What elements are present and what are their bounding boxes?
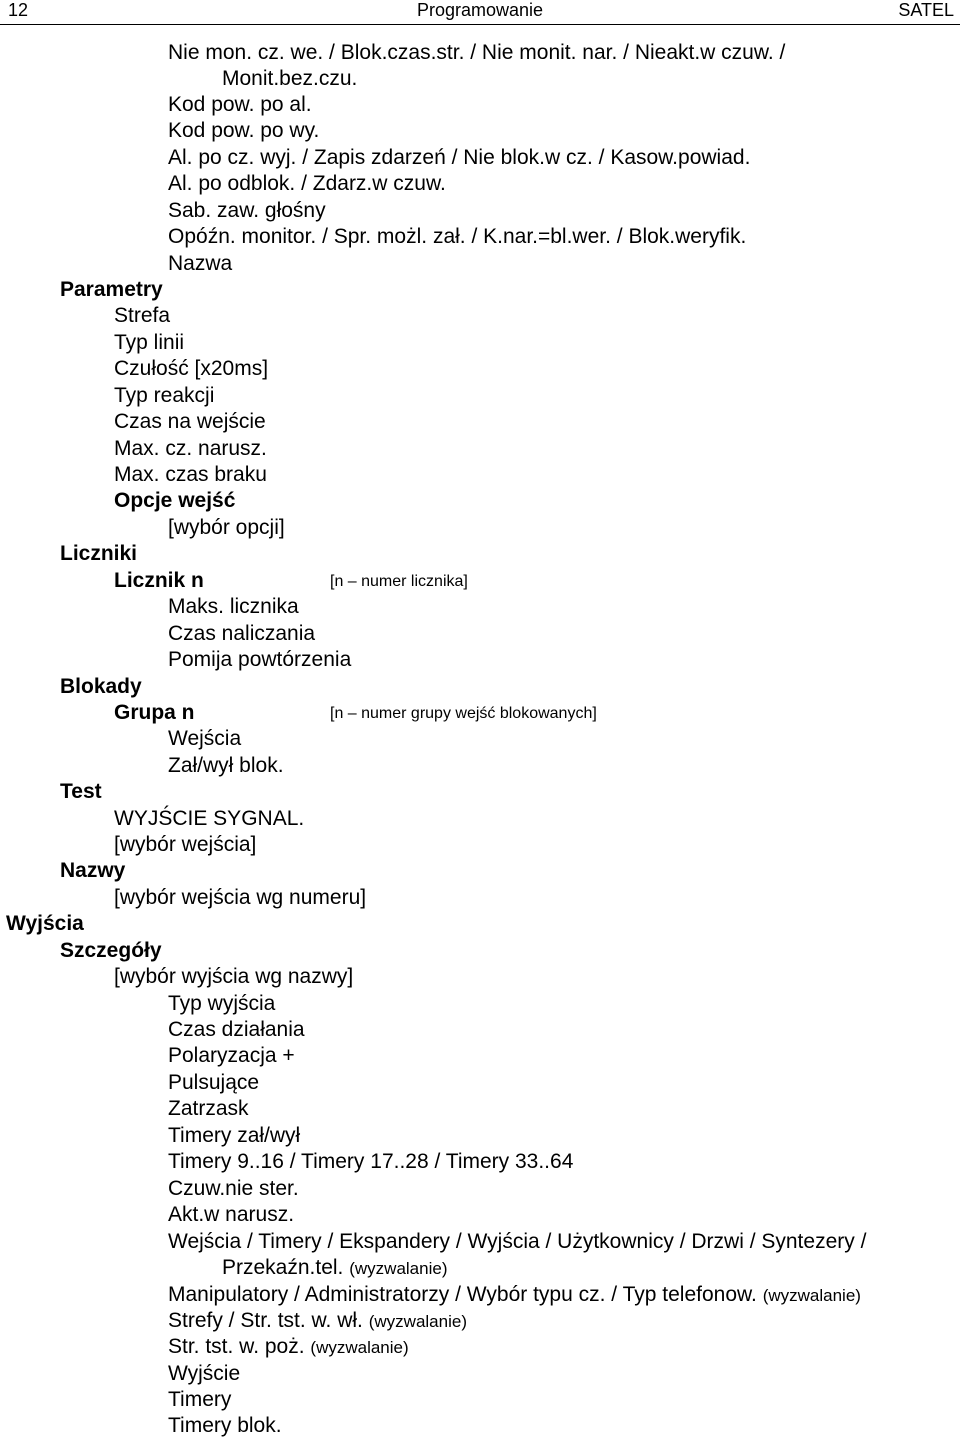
menu-item: Czas działania [168, 1018, 305, 1041]
menu-section: Wyjścia [6, 912, 84, 935]
menu-item: Sab. zaw. głośny [168, 199, 326, 222]
menu-note: [n – numer licznika] [330, 573, 468, 590]
menu-item: Timery [168, 1388, 232, 1411]
menu-item: [wybór wejścia wg numeru] [114, 886, 367, 909]
trigger-note: (wyzwalanie) [349, 1259, 448, 1278]
menu-item: Max. czas braku [114, 463, 267, 486]
menu-item: Czas na wejście [114, 410, 266, 433]
menu-item: Nazwa [168, 252, 233, 275]
menu-item: Kod pow. po wy. [168, 119, 320, 142]
menu-section: Test [60, 780, 102, 803]
menu-section: Licznik n [114, 569, 204, 592]
menu-note: [n – numer grupy wejść blokowanych] [330, 705, 597, 722]
menu-item: Polaryzacja + [168, 1044, 295, 1067]
menu-item: Opóźn. monitor. / Spr. możl. zał. / K.nar.=bl.wer. / Blok.weryfik. [168, 225, 747, 248]
menu-item: Monit.bez.czu. [222, 67, 358, 90]
menu-section: Grupa n [114, 701, 195, 724]
trigger-note: (wyzwalanie) [368, 1312, 467, 1331]
page-header [0, 0, 960, 25]
menu-item: Al. po odblok. / Zdarz.w czuw. [168, 172, 446, 195]
menu-item: Wejścia / Timery / Ekspandery / Wyjścia / Użytkownicy / Drzwi / Syntezery / [168, 1230, 867, 1253]
menu-item: Czas naliczania [168, 622, 316, 645]
menu-item: Strefy / Str. tst. w. wł. (wyzwalanie) [168, 1309, 467, 1332]
menu-item: Wejścia [168, 727, 242, 750]
menu-section: Szczegóły [60, 939, 162, 962]
menu-item: Str. tst. w. poż. (wyzwalanie) [168, 1335, 409, 1358]
menu-item: Zał/wył blok. [168, 754, 284, 777]
menu-item: Typ linii [114, 331, 185, 354]
menu-item: Akt.w narusz. [168, 1203, 295, 1226]
menu-item: [wybór opcji] [168, 516, 285, 539]
menu-section: Blokady [60, 675, 142, 698]
menu-item: Al. po cz. wyj. / Zapis zdarzeń / Nie blok.w cz. / Kasow.powiad. [168, 146, 751, 169]
menu-item: Maks. licznika [168, 595, 299, 618]
menu-item: Czuw.nie ster. [168, 1177, 299, 1200]
section-title: Programowanie [416, 0, 544, 20]
menu-section: Nazwy [60, 859, 126, 882]
menu-item: Strefa [114, 304, 171, 327]
menu-item: Nie mon. cz. we. / Blok.czas.str. / Nie monit. nar. / Nieakt.w czuw. / [168, 41, 786, 64]
menu-item: Wyjście [168, 1362, 241, 1385]
menu-item: Timery blok. [168, 1414, 282, 1437]
menu-item: [wybór wejścia] [114, 833, 257, 856]
menu-item: [wybór wyjścia wg nazwy] [114, 965, 354, 988]
page-number: 12 [8, 0, 29, 20]
menu-item: WYJŚCIE SYGNAL. [114, 807, 305, 830]
menu-item: Typ reakcji [114, 384, 215, 407]
menu-item: Max. cz. narusz. [114, 437, 267, 460]
menu-item: Pulsujące [168, 1071, 260, 1094]
trigger-note: (wyzwalanie) [762, 1286, 861, 1305]
menu-item: Kod pow. po al. [168, 93, 312, 116]
menu-item: Timery 9..16 / Timery 17..28 / Timery 33..64 [168, 1150, 574, 1173]
brand-name: SATEL [898, 0, 954, 20]
menu-item: Typ wyjścia [168, 992, 276, 1015]
menu-section: Liczniki [60, 542, 138, 565]
menu-section: Opcje wejść [114, 489, 236, 512]
menu-item: Pomija powtórzenia [168, 648, 352, 671]
menu-item: Przekaźn.tel. (wyzwalanie) [222, 1256, 448, 1279]
menu-item: Manipulatory / Administratorzy / Wybór typu cz. / Typ telefonow. (wyzwalanie) [168, 1283, 861, 1306]
menu-section: Parametry [60, 278, 163, 301]
menu-item: Timery zał/wył [168, 1124, 301, 1147]
menu-item: Zatrzask [168, 1097, 249, 1120]
trigger-note: (wyzwalanie) [310, 1338, 409, 1357]
menu-item: Czułość [x20ms] [114, 357, 269, 380]
